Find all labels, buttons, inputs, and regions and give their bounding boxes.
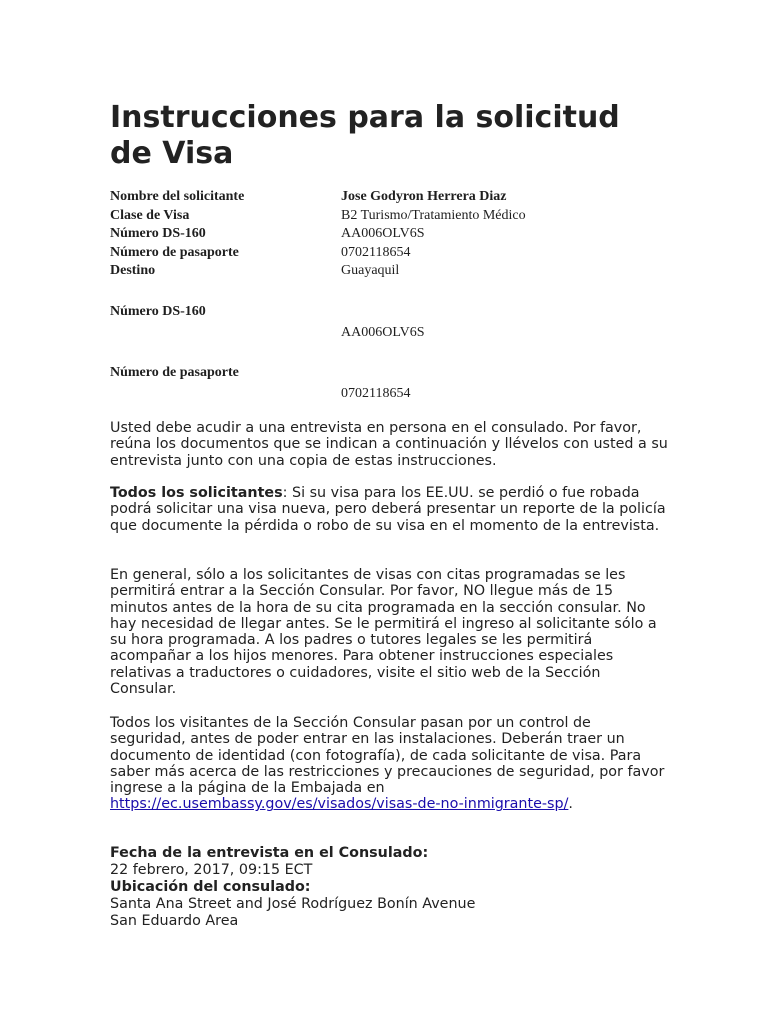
- applicant-info-table: [110, 188, 670, 281]
- info-label: Número de pasaporte: [110, 244, 239, 260]
- info-label: Clase de Visa: [110, 207, 190, 223]
- interview-date: 22 febrero, 2017, 09:15 ECT: [110, 862, 313, 878]
- info-value: AA006OLV6S: [341, 226, 425, 241]
- info-row-name: [110, 188, 670, 207]
- info-value: Guayaquil: [341, 263, 400, 278]
- ds160-label: Número DS-160: [110, 304, 206, 319]
- consulate-address-line2: San Eduardo Area: [110, 913, 239, 929]
- info-row-ds160: [110, 225, 670, 244]
- info-label: Número DS-160: [110, 226, 206, 241]
- info-row-passport: [110, 244, 670, 263]
- info-row-visa-class: [110, 207, 670, 226]
- general-paragraph: En general, sólo a los solicitantes de visas con citas programadas se les permitirá entrar a la Sección Consular. Por favor, NO llegue más de 15 minutos antes de la hora de su cita programada en la sección consular. No hay necesidad de llegar antes. Se le permitirá el ingreso al solicitante sólo a su hora programada. A los padres o tutores legales se les permitirá acompañar a los hijos menores. Para obtener instrucciones especiales relativas a traductores o cuidadores, visite el sitio web de la Sección Consular.: [110, 567, 657, 698]
- security-paragraph: [110, 715, 670, 813]
- passport-section: [110, 364, 670, 401]
- info-value: 0702118654: [341, 244, 411, 260]
- passport-label: Número de pasaporte: [110, 365, 239, 380]
- ds160-value: AA006OLV6S: [341, 325, 425, 340]
- all-applicants-paragraph: [110, 485, 670, 534]
- security-after: .: [568, 796, 573, 813]
- info-label: Nombre del solicitante: [110, 189, 245, 204]
- consulate-address-line1: Santa Ana Street and José Rodríguez Bonín Avenue: [110, 896, 476, 912]
- intro-paragraph: Usted debe acudir a una entrevista en persona en el consulado. Por favor, reúna los documentos que se indican a continuación y llévelos con usted a su entrevista junto con una copia de estas instrucciones.: [110, 420, 668, 469]
- consulate-location-heading: Ubicación del consulado:: [110, 879, 311, 895]
- interview-details: [110, 845, 670, 930]
- interview-date-heading: Fecha de la entrevista en el Consulado:: [110, 845, 429, 861]
- page-title: Instrucciones para la solicitud de Visa: [110, 100, 620, 171]
- security-text: Todos los visitantes de la Sección Consular pasan por un control de seguridad, antes de poder entrar en las instalaciones. Deberán traer un documento de identidad (con fotografía), de cada solicitante de visa. Para saber más acerca de las restricciones y precauciones de seguridad, por favor ingrese a la página de la Embajada en: [110, 715, 665, 797]
- all-applicants-heading: Todos los solicitantes: [110, 485, 283, 501]
- info-row-destination: [110, 262, 670, 281]
- info-value: Jose Godyron Herrera Diaz: [341, 189, 507, 204]
- embassy-visa-link[interactable]: https://ec.usembassy.gov/es/visados/visas-de-no-inmigrante-sp/: [110, 796, 569, 813]
- info-label: Destino: [110, 263, 156, 278]
- passport-value: 0702118654: [341, 386, 411, 401]
- all-applicants-text: : Si su visa para los EE.UU. se perdió o fue robada podrá solicitar una visa nueva, pero deberá presentar un reporte de la policía que documente la pérdida o robo de su visa en el momento de la entrevista.: [110, 485, 666, 534]
- info-value: B2 Turismo/Tratamiento Médico: [341, 207, 526, 223]
- ds160-section: [110, 303, 670, 340]
